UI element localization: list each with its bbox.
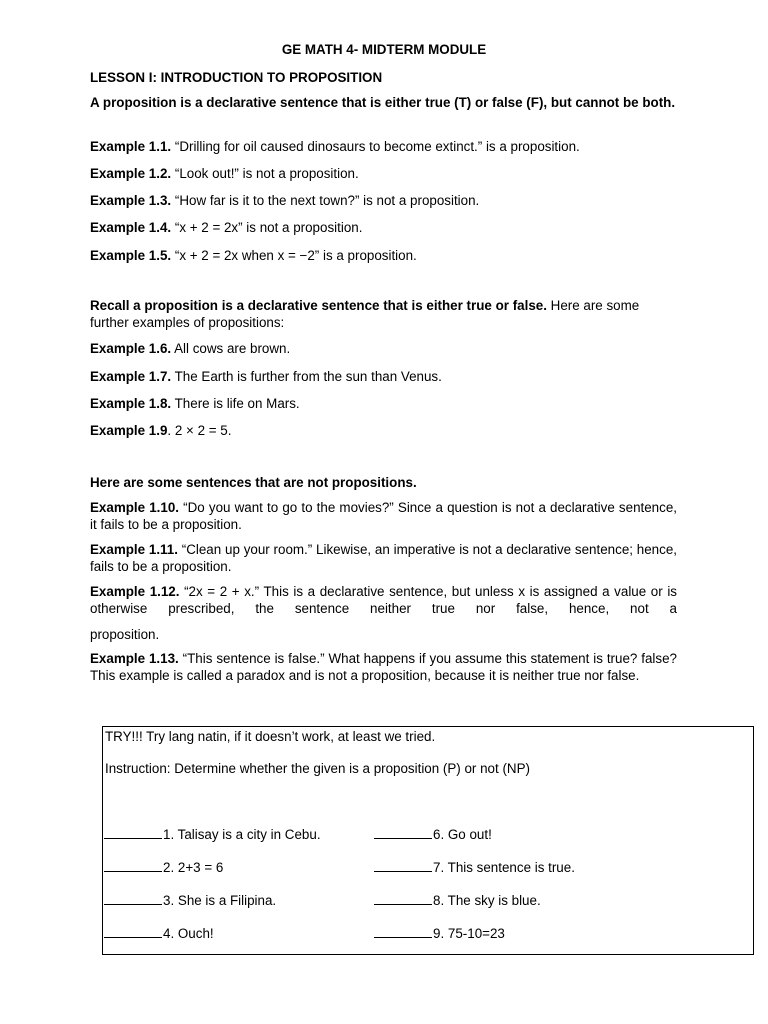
exercise-item-7 xyxy=(374,858,575,876)
example-text: . 2 × 2 = 5. xyxy=(167,423,232,438)
example-1-4 xyxy=(90,219,677,236)
example-label: Example 1.1. xyxy=(90,139,172,154)
example-text: There is life on Mars. xyxy=(171,396,300,411)
example-label: Example 1.11. xyxy=(90,542,178,557)
example-text: “How far is it to the next town?” is not a proposition. xyxy=(171,193,480,208)
example-text: “x + 2 = 2x” is not a proposition. xyxy=(171,220,363,235)
answer-blank[interactable] xyxy=(104,924,162,938)
item-text: 6. Go out! xyxy=(433,827,492,842)
exercise-item-4 xyxy=(104,924,214,942)
recall-bold-text: Recall a proposition is a declarative sentence that is either true or false. xyxy=(90,298,547,313)
exercise-box xyxy=(102,726,754,955)
example-continuation-text: proposition. xyxy=(90,627,160,642)
example-label: Example 1.4. xyxy=(90,220,172,235)
exercise-item-8 xyxy=(374,891,541,909)
example-label: Example 1.13. xyxy=(90,651,179,666)
example-text: “Clean up your room.” Likewise, an imperative is not a declarative sentence; hence, fails to be a proposition. xyxy=(90,542,677,574)
exercise-item-3 xyxy=(104,891,276,909)
example-1-13 xyxy=(90,650,677,684)
example-1-8 xyxy=(90,395,677,412)
answer-blank[interactable] xyxy=(104,825,162,839)
example-label: Example 1.8. xyxy=(90,396,172,411)
example-1-5 xyxy=(90,247,677,264)
not-propositions-heading xyxy=(90,474,677,491)
example-text: “Look out!” is not a proposition. xyxy=(171,166,359,181)
example-1-12-continuation xyxy=(90,626,677,643)
example-text: All cows are brown. xyxy=(171,341,291,356)
exercise-item-1 xyxy=(104,825,321,843)
item-text: 9. 75-10=23 xyxy=(433,926,505,941)
page-title: GE MATH 4- MIDTERM MODULE xyxy=(281,42,487,57)
example-1-2 xyxy=(90,165,677,182)
example-text: The Earth is further from the sun than Venus. xyxy=(171,369,442,384)
example-text: “Drilling for oil caused dinosaurs to become extinct.” is a proposition. xyxy=(171,139,580,154)
exercise-item-6 xyxy=(374,825,492,843)
exercise-item-9 xyxy=(374,924,505,942)
answer-blank[interactable] xyxy=(104,891,162,905)
example-text: “x + 2 = 2x when x = −2” is a proposition. xyxy=(171,248,417,263)
exercise-item-2 xyxy=(104,858,223,876)
item-text: 4. Ouch! xyxy=(163,926,214,941)
exercise-intro: TRY!!! Try lang natin, if it doesn’t work, at least we tried. xyxy=(105,729,436,744)
example-1-10 xyxy=(90,499,677,533)
item-text: 2. 2+3 = 6 xyxy=(163,860,224,875)
example-label: Example 1.9 xyxy=(90,423,168,438)
example-1-11 xyxy=(90,541,677,575)
example-1-9 xyxy=(90,422,677,439)
example-label: Example 1.5. xyxy=(90,248,172,263)
example-text: “2x = 2 + x.” This is a declarative sentence, but unless x is assigned a value or is otherwise prescribed, the sentence neither true nor false, hence, not a xyxy=(90,584,677,616)
exercise-instruction: Instruction: Determine whether the given is a proposition (P) or not (NP) xyxy=(105,761,530,776)
example-1-12 xyxy=(90,583,677,617)
item-text: 1. Talisay is a city in Cebu. xyxy=(163,827,321,842)
example-1-1 xyxy=(90,138,677,155)
answer-blank[interactable] xyxy=(374,825,432,839)
definition-paragraph xyxy=(90,94,677,111)
definition-text: A proposition is a declarative sentence that is either true (T) or false (F), but cannot be both. xyxy=(90,95,676,110)
example-1-3 xyxy=(90,192,677,209)
answer-blank[interactable] xyxy=(374,858,432,872)
example-label: Example 1.10. xyxy=(90,500,180,515)
item-text: 8. The sky is blue. xyxy=(433,893,541,908)
example-1-7 xyxy=(90,368,677,385)
answer-blank[interactable] xyxy=(104,858,162,872)
item-text: 7. This sentence is true. xyxy=(433,860,575,875)
example-label: Example 1.3. xyxy=(90,193,172,208)
heading-text: Here are some sentences that are not propositions. xyxy=(90,475,417,490)
answer-blank[interactable] xyxy=(374,891,432,905)
recall-paragraph xyxy=(90,297,677,331)
example-text: “This sentence is false.” What happens if you assume this statement is true? false? This example is called a paradox and is not a proposition, because it is neither true nor false. xyxy=(90,651,677,683)
answer-blank[interactable] xyxy=(374,924,432,938)
example-label: Example 1.7. xyxy=(90,369,172,384)
example-label: Example 1.2. xyxy=(90,166,172,181)
lesson-heading: LESSON I: INTRODUCTION TO PROPOSITION xyxy=(90,70,383,85)
recall-rest-text: Here are some further examples of propositions: xyxy=(90,298,640,330)
example-label: Example 1.6. xyxy=(90,341,172,356)
example-text: “Do you want to go to the movies?” Since a question is not a declarative sentence, it fails to be a proposition. xyxy=(90,500,677,532)
example-label: Example 1.12. xyxy=(90,584,180,599)
example-1-6 xyxy=(90,340,677,357)
item-text: 3. She is a Filipina. xyxy=(163,893,277,908)
